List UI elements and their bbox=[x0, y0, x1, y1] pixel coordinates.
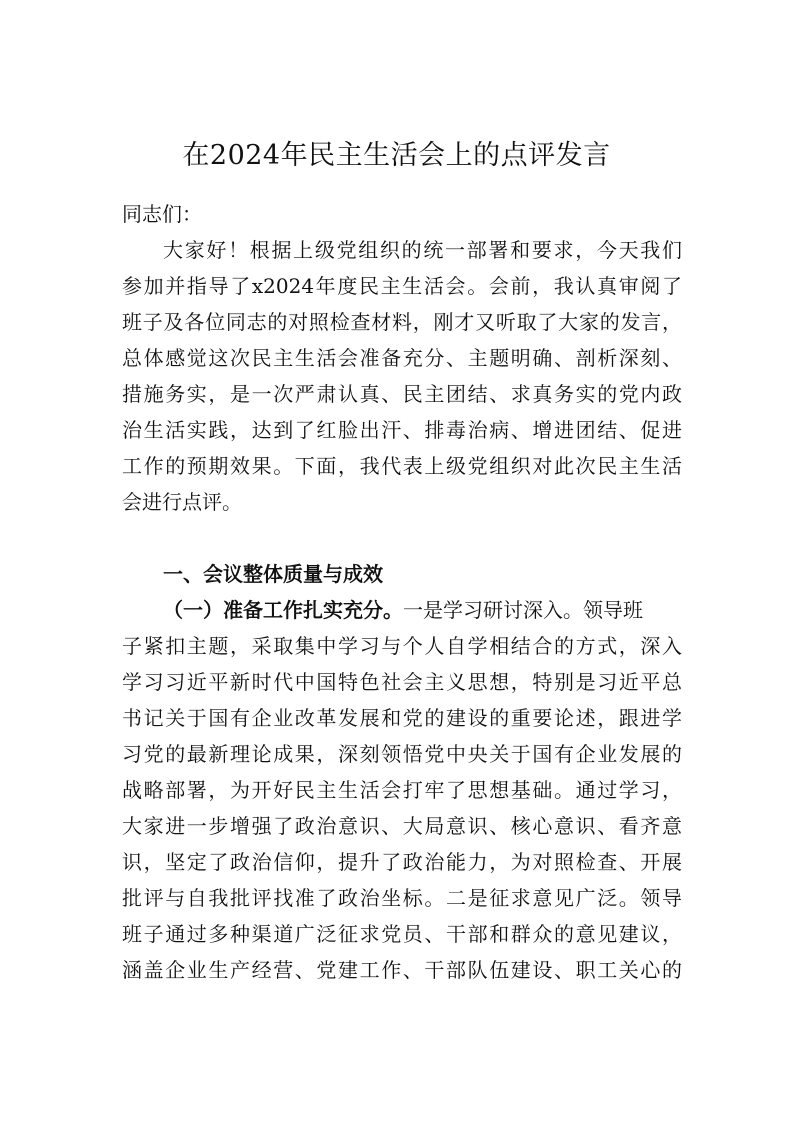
paragraph-line: 会进行点评。 bbox=[122, 490, 242, 514]
subsection-line bbox=[163, 596, 682, 624]
paragraph-line: 参加并指导了x2024年度民主生活会。会前，我认真审阅了 bbox=[122, 274, 682, 298]
paragraph-line: 批评与自我批评找准了政治坐标。二是征求意见广泛。领导 bbox=[122, 886, 682, 910]
paragraph-line: 战略部署，为开好民主生活会打牢了思想基础。通过学习， bbox=[122, 778, 682, 802]
paragraph-line: 措施务实，是一次严肃认真、民主团结、求真务实的党内政 bbox=[122, 382, 682, 406]
paragraph-line: 大家好！根据上级党组织的统一部署和要求，今天我们 bbox=[163, 238, 682, 262]
paragraph-line: 治生活实践，达到了红脸出汗、排毒治病、增进团结、促进 bbox=[122, 418, 682, 442]
paragraph-line: 学习习近平新时代中国特色社会主义思想，特别是习近平总 bbox=[122, 670, 682, 694]
paragraph-line: 涵盖企业生产经营、党建工作、干部队伍建设、职工关心的 bbox=[122, 958, 682, 982]
paragraph-line: 班子通过多种渠道广泛征求党员、干部和群众的意见建议， bbox=[122, 922, 682, 946]
paragraph-line: 一是学习研讨深入。领导班 bbox=[403, 598, 643, 622]
paragraph-line: 班子及各位同志的对照检查材料，刚才又听取了大家的发言， bbox=[122, 310, 682, 334]
paragraph-line: 子紧扣主题，采取集中学习与个人自学相结合的方式，深入 bbox=[122, 634, 682, 658]
paragraph-line: 习党的最新理论成果，深刻领悟党中央关于国有企业发展的 bbox=[122, 742, 682, 766]
paragraph-line: 大家进一步增强了政治意识、大局意识、核心意识、看齐意 bbox=[122, 814, 682, 838]
section-heading: 一、会议整体质量与成效 bbox=[163, 562, 383, 586]
salutation: 同志们： bbox=[122, 202, 202, 226]
document-title: 在2024年民主生活会上的点评发言 bbox=[182, 140, 611, 171]
subsection-label: （一）准备工作扎实充分。 bbox=[163, 598, 403, 622]
paragraph-line: 识，坚定了政治信仰，提升了政治能力，为对照检查、开展 bbox=[122, 850, 682, 874]
paragraph-line: 工作的预期效果。下面，我代表上级党组织对此次民主生活 bbox=[122, 454, 682, 478]
paragraph-line: 总体感觉这次民主生活会准备充分、主题明确、剖析深刻、 bbox=[122, 346, 682, 370]
paragraph-line: 书记关于国有企业改革发展和党的建设的重要论述，跟进学 bbox=[122, 706, 682, 730]
